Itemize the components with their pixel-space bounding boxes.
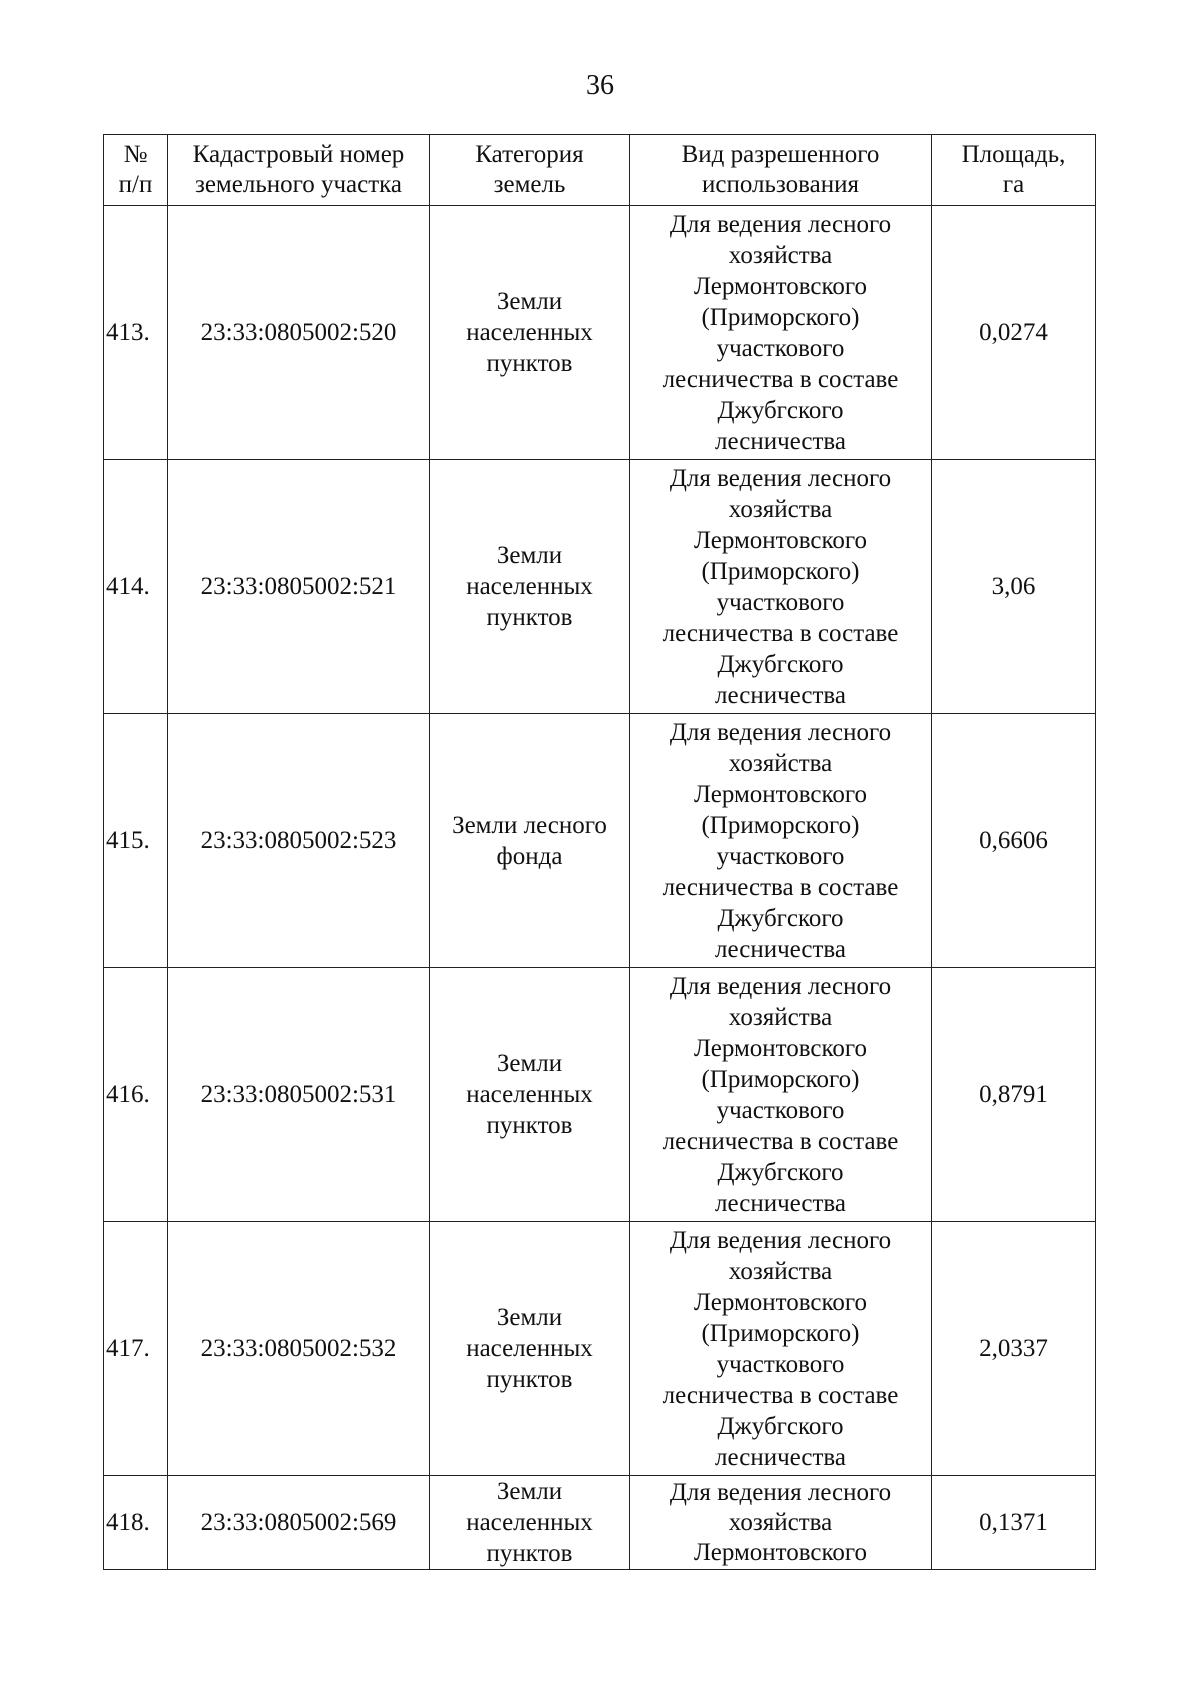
table-row: [104, 1476, 1096, 1570]
cell-cadastral: 23:33:0805002:523: [168, 714, 430, 968]
cell-area: 0,1371: [932, 1476, 1096, 1570]
cell-category: Земли населенных пунктов: [430, 1476, 630, 1570]
cell-category: Земли населенных пунктов: [430, 968, 630, 1222]
cell-num: 416.: [104, 968, 168, 1222]
cell-area: 0,6606: [932, 714, 1096, 968]
header-area: Площадь, га: [932, 135, 1096, 206]
cell-cadastral: 23:33:0805002:520: [168, 206, 430, 460]
cell-area: 0,0274: [932, 206, 1096, 460]
table-row: [104, 206, 1096, 460]
cell-category: Земли населенных пунктов: [430, 1222, 630, 1476]
cell-use: Для ведения лесного хозяйства Лермонтовского (Приморского) участкового лесничества в составе Джубгского лесничества: [630, 460, 932, 714]
cell-area: 3,06: [932, 460, 1096, 714]
cell-category: Земли населенных пунктов: [430, 206, 630, 460]
table-row: [104, 1222, 1096, 1476]
land-plots-table: [103, 134, 1096, 1570]
cell-num: 417.: [104, 1222, 168, 1476]
table-row: [104, 714, 1096, 968]
page-number: 36: [586, 70, 614, 101]
cell-use: Для ведения лесного хозяйства Лермонтовского (Приморского) участкового лесничества в составе Джубгского лесничества: [630, 206, 932, 460]
cell-num: 414.: [104, 460, 168, 714]
cell-use: Для ведения лесного хозяйства Лермонтовского (Приморского) участкового лесничества в составе Джубгского лесничества: [630, 1222, 932, 1476]
header-num: № п/п: [104, 135, 168, 206]
cell-cadastral: 23:33:0805002:532: [168, 1222, 430, 1476]
table-header-row: [104, 135, 1096, 206]
cell-use: Для ведения лесного хозяйства Лермонтовского (Приморского) участкового лесничества в составе Джубгского лесничества: [630, 968, 932, 1222]
cell-num: 415.: [104, 714, 168, 968]
cell-cadastral: 23:33:0805002:569: [168, 1476, 430, 1570]
table-row: [104, 968, 1096, 1222]
table-row: [104, 460, 1096, 714]
cell-area: 0,8791: [932, 968, 1096, 1222]
header-category: Категория земель: [430, 135, 630, 206]
cell-use: Для ведения лесного хозяйства Лермонтовского (Приморского) участкового лесничества в составе Джубгского лесничества: [630, 714, 932, 968]
header-use: Вид разрешенного использования: [630, 135, 932, 206]
cell-cadastral: 23:33:0805002:531: [168, 968, 430, 1222]
header-cadastral: Кадастровый номер земельного участка: [168, 135, 430, 206]
cell-num: 413.: [104, 206, 168, 460]
cell-num: 418.: [104, 1476, 168, 1570]
cell-category: Земли лесного фонда: [430, 714, 630, 968]
cell-category: Земли населенных пунктов: [430, 460, 630, 714]
cell-cadastral: 23:33:0805002:521: [168, 460, 430, 714]
cell-area: 2,0337: [932, 1222, 1096, 1476]
cell-use: Для ведения лесного хозяйства Лермонтовского: [630, 1476, 932, 1570]
